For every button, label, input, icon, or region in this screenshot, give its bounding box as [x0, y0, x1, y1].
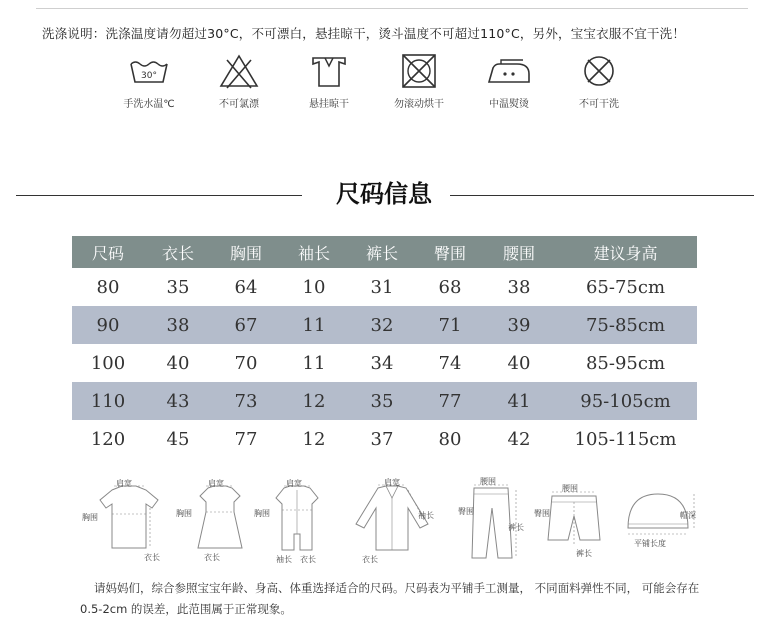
- table-cell: 68: [438, 276, 462, 298]
- table-cell: 35: [348, 382, 416, 420]
- shirt-diagram: [342, 476, 442, 568]
- sizing-footnote: 请妈妈们，综合参照宝宝年龄、身高、体重选择适合的尺码。尺码表为平铺手工测量， 不同面料弹性不同， 可能会存在 0.5-2cm 的误差，此范围属于正常现象。: [80, 581, 700, 616]
- table-cell: 77: [234, 428, 258, 450]
- header-hip: 臀围: [416, 236, 484, 268]
- table-cell: 34: [370, 352, 394, 374]
- pants-hip-label: 臀围: [458, 507, 474, 516]
- hat-icon: [618, 476, 702, 568]
- table-cell: 40: [166, 352, 190, 374]
- pants-waist-label: 腰围: [480, 477, 496, 486]
- table-cell: 90: [72, 306, 144, 344]
- table-cell: 41: [484, 382, 554, 420]
- care-item-no-bleach: [194, 52, 284, 110]
- pants-length-label: 裤长: [508, 523, 524, 532]
- care-item-no-tumble-dry: [374, 52, 464, 110]
- shirt-icon: [342, 476, 442, 568]
- table-cell: 37: [370, 428, 394, 450]
- romper-icon: [258, 476, 336, 568]
- medium-iron-icon: [483, 52, 535, 92]
- no-dry-clean-icon: [573, 52, 625, 92]
- shirt-length-label: 衣长: [362, 555, 378, 564]
- table-cell: 120: [90, 428, 126, 450]
- table-cell: 67: [212, 306, 280, 344]
- table-cell: 64: [234, 276, 258, 298]
- table-cell: 11: [302, 352, 326, 374]
- table-cell: 74: [438, 352, 462, 374]
- title-rule-right: [450, 195, 754, 196]
- table-cell: 77: [416, 382, 484, 420]
- header-waist: 腰围: [484, 236, 554, 268]
- tee-shoulder-label: 肩宽: [116, 479, 132, 488]
- table-cell: 95-105cm: [554, 382, 697, 420]
- table-cell: 73: [212, 382, 280, 420]
- care-icons-row: [104, 52, 664, 110]
- header-size: 尺码: [72, 236, 144, 268]
- table-cell: 71: [416, 306, 484, 344]
- table-cell: 100: [90, 352, 126, 374]
- romper-chest-label: 胸围: [254, 509, 270, 518]
- table-header-row: [72, 236, 697, 268]
- hat-diagram: [618, 476, 702, 568]
- table-cell: 70: [234, 352, 258, 374]
- care-label-no-dry-clean: 不可干洗: [579, 99, 619, 110]
- table-cell: 80: [96, 276, 120, 298]
- table-cell: 38: [507, 276, 531, 298]
- shirt-sleeve-label: 袖长: [418, 511, 434, 520]
- no-tumble-dry-icon: [393, 52, 445, 92]
- size-table: [72, 236, 697, 458]
- size-info-title: 尺码信息: [336, 180, 432, 208]
- dress-length-label: 衣长: [204, 553, 220, 562]
- wash-instructions: 洗涤说明：洗涤温度请勿超过30°C，不可漂白，悬挂晾干，烫斗温度不可超过110°C，另外，宝宝衣服不宜干洗！: [42, 26, 686, 41]
- care-label-hang-dry: 悬挂晾干: [309, 99, 349, 110]
- header-sleeve: 袖长: [280, 236, 348, 268]
- romper-length-label: 衣长: [300, 555, 316, 564]
- hat-depth-label: 帽深: [680, 511, 696, 520]
- table-cell: 75-85cm: [554, 306, 697, 344]
- shorts-diagram: [534, 476, 614, 568]
- header-pants-length: 裤长: [348, 236, 416, 268]
- header-height: 建议身高: [554, 236, 697, 268]
- table-row: [72, 306, 697, 344]
- no-bleach-icon: [213, 52, 265, 92]
- care-label-hand-wash: 手洗水温℃: [123, 99, 175, 110]
- hand-wash-temp: 30°: [141, 71, 157, 81]
- table-cell: 35: [166, 276, 190, 298]
- measurement-diagrams: [72, 476, 702, 568]
- hat-width-label: 平铺长度: [634, 539, 666, 548]
- care-label-no-tumble-dry: 勿滚动烘干: [394, 99, 444, 110]
- table-cell: 11: [280, 306, 348, 344]
- table-cell: 38: [144, 306, 212, 344]
- table-cell: 80: [438, 428, 462, 450]
- table-cell: 12: [302, 428, 326, 450]
- hang-dry-icon: [303, 52, 355, 92]
- table-cell: 40: [507, 352, 531, 374]
- shirt-shoulder-label: 肩宽: [384, 478, 400, 487]
- table-cell: 85-95cm: [585, 352, 666, 374]
- table-row: [72, 420, 697, 458]
- table-cell: 45: [166, 428, 190, 450]
- table-row: [72, 382, 697, 420]
- tee-diagram: [78, 476, 170, 568]
- table-cell: 31: [370, 276, 394, 298]
- tee-length-label: 衣长: [144, 553, 160, 562]
- table-cell: 32: [348, 306, 416, 344]
- shorts-waist-label: 腰围: [562, 484, 578, 493]
- table-cell: 65-75cm: [585, 276, 666, 298]
- top-divider: [36, 8, 748, 9]
- table-cell: 10: [302, 276, 326, 298]
- table-cell: 110: [72, 382, 144, 420]
- table-cell: 12: [280, 382, 348, 420]
- header-chest: 胸围: [212, 236, 280, 268]
- care-item-hang-dry: [284, 52, 374, 110]
- shorts-hip-label: 臀围: [534, 509, 550, 518]
- tee-chest-label: 胸围: [82, 513, 98, 522]
- table-cell: 43: [144, 382, 212, 420]
- dress-chest-label: 胸围: [176, 509, 192, 518]
- table-row: [72, 268, 697, 306]
- table-cell: 42: [507, 428, 531, 450]
- romper-sleeve-label: 袖长: [276, 555, 292, 564]
- table-row: [72, 344, 697, 382]
- table-cell: 105-115cm: [574, 428, 677, 450]
- care-label-no-bleach: 不可氯漂: [219, 99, 259, 110]
- care-label-medium-iron: 中温熨烫: [489, 99, 529, 110]
- table-cell: 39: [484, 306, 554, 344]
- care-item-medium-iron: [464, 52, 554, 110]
- header-length: 衣长: [144, 236, 212, 268]
- romper-diagram: [254, 476, 336, 568]
- shorts-length-label: 裤长: [576, 549, 592, 558]
- romper-shoulder-label: 肩宽: [286, 479, 302, 488]
- hand-wash-icon: [123, 52, 175, 92]
- title-rule-left: [16, 195, 302, 196]
- care-item-no-dry-clean: [554, 52, 644, 110]
- dress-diagram: [176, 476, 260, 568]
- pants-diagram: [458, 476, 528, 568]
- dress-shoulder-label: 肩宽: [208, 479, 224, 488]
- care-item-hand-wash: [104, 52, 194, 110]
